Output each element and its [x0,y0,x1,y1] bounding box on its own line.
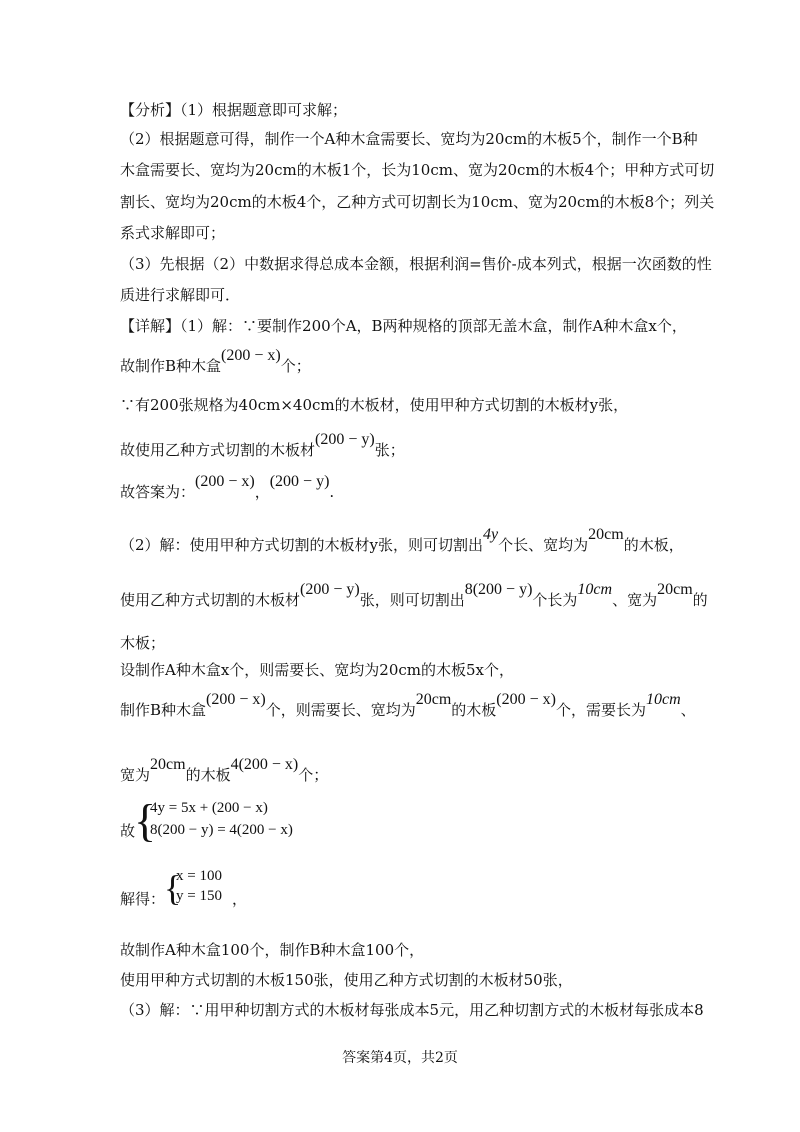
analysis-p2-line2: 木盒需要长、宽均为20cm的木板1个，长为10cm、宽为20cm的木板4个；甲种方式可切 [120,161,715,179]
math-200-minus-x: (200 − x) [496,691,556,708]
solution-suffix: ， [232,890,248,908]
text-segment: ， [254,483,270,501]
detail-s1-text: （1）解：∵要制作200个A，B两种规格的顶部无盖木盒，制作A种木盒x个， [180,317,687,335]
analysis-header: 【分析】 [120,101,181,119]
math-200-minus-y: (200 − y) [315,431,375,448]
detail-header: 【详解】 [120,317,181,335]
detail-s2-line1 [120,526,684,556]
unit-20cm: 20cm [150,756,186,773]
text-segment: 个，则需要长、宽均为 [265,701,416,719]
analysis-part1: （1）根据题意即可求解； [180,101,348,119]
text-segment: 使用乙种方式切割的木板材 [120,591,301,609]
detail-s2-line5 [120,691,696,721]
analysis-p3-line1: （3）先根据（2）中数据求得总成本金额，根据利润=售价-成本列式，根据一次函数的性 [120,255,712,273]
math-8-times: 8(200 − y) [464,581,533,598]
text-segment: 故使用乙种方式切割的木板材 [120,441,316,459]
detail-s1-line1 [120,316,687,336]
text-segment: 个； [298,766,329,784]
text-segment: 的 [692,591,708,609]
text-segment: 的木板 [185,766,231,784]
text-segment: 、 [680,701,696,719]
detail-s2-line8: 故制作A种木盒100个，制作B种木盒100个， [120,941,425,959]
text-segment: 张，则可切割出 [359,591,465,609]
text-segment: 的木板 [451,701,497,719]
solution-system [120,868,320,912]
text-segment: 制作B种木盒 [120,701,207,719]
detail-s1-answer [120,473,335,503]
detail-s2-line3: 木板； [120,634,166,652]
left-brace: { [164,868,182,908]
detail-s1-line3: ∵有200张规格为40cm×40cm的木板材，使用甲种方式切割的木板材y张， [120,396,629,414]
left-brace: { [134,795,157,846]
page-footer: 答案第4页，共2页 [342,1050,458,1066]
math-200-minus-x: (200 − x) [221,347,281,364]
unit-20cm: 20cm [588,526,624,543]
detail-s3-line1: （3）解：∵用甲种切割方式的木板材每张成本5元，用乙种切割方式的木板材每张成本8 [120,1001,704,1019]
unit-10cm: 10cm [646,691,681,708]
math-200-minus-x: (200 − x) [195,473,255,490]
detail-s1-line4 [120,431,405,461]
detail-s2-line4: 设制作A种木盒x个，则需要长、宽均为20cm的木板5x个， [120,661,515,679]
text-segment: 故制作B种木盒 [120,357,222,375]
text-segment: . [329,483,335,501]
text-segment: 个长、宽均为 [498,536,589,554]
math-200-minus-x: (200 − x) [206,691,266,708]
text-segment: 个长为 [532,591,578,609]
detail-s2-line9: 使用甲种方式切割的木板150张，使用乙种方式切割的木板材50张， [120,971,573,989]
detail-s1-line2 [120,347,311,377]
analysis-p1 [120,100,347,120]
math-4-times: 4(200 − x) [230,756,299,773]
detail-s2-line2 [120,581,708,611]
text-segment: 的木板， [623,536,684,554]
unit-10cm: 10cm [577,581,613,598]
text-segment: 、宽为 [612,591,658,609]
text-segment: 宽为 [120,766,151,784]
detail-s2-line6 [120,756,329,786]
analysis-p2-line3: 割长、宽均为20cm的木板4个，乙种方式可切割长为10cm、宽为20cm的木板8个；列关 [120,193,715,211]
unit-20cm: 20cm [415,691,452,708]
math-4y: 4y [483,526,499,543]
text-segment: 个，需要长为 [555,701,646,719]
unit-20cm: 20cm [657,581,693,598]
solution-x: x = 100 [176,868,222,884]
analysis-p2-line1: （2）根据题意可得，制作一个A种木盒需要长、宽均为20cm的木板5个，制作一个B种 [120,130,698,148]
text-segment: （2）解：使用甲种方式切割的木板材y张，则可切割出 [120,536,484,554]
analysis-p2-line4: 系式求解即可； [120,224,226,242]
math-200-minus-y: (200 − y) [300,581,360,598]
system-prefix: 故 [120,822,136,840]
analysis-p3-line2: 质进行求解即可． [120,286,241,304]
solve-prefix: 解得： [120,890,166,908]
text-segment: 故答案为： [120,483,196,501]
math-200-minus-y: (200 − y) [269,473,330,490]
equation-1: 4y = 5x + (200 − x) [150,800,268,816]
text-segment: 张； [374,441,405,459]
equation-2: 8(200 − y) = 4(200 − x) [150,822,293,838]
text-segment: 个； [280,357,311,375]
equation-system [120,795,320,850]
solution-y: y = 150 [176,888,222,904]
